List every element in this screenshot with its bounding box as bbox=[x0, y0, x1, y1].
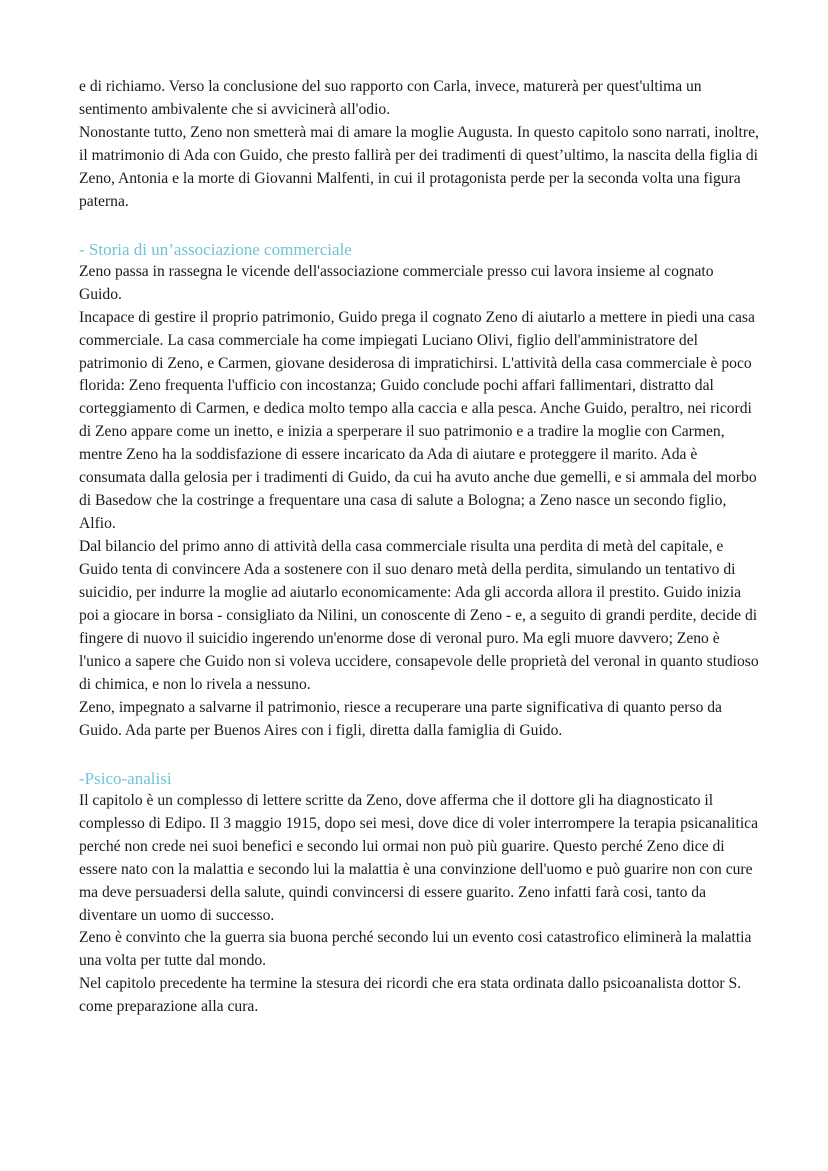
paragraph: Zeno è convinto che la guerra sia buona perché secondo lui un evento cosi catastrofico eliminerà la malattia una volta per tutte dal mondo. bbox=[79, 929, 752, 970]
document-page bbox=[79, 76, 759, 1019]
paragraph: Incapace di gestire il proprio patrimonio, Guido prega il cognato Zeno di aiutarlo a mettere in piedi una casa commerciale. La casa commerciale ha come impiegati Luciano Olivi, figlio dell'amministratore del patrimonio di Zeno, e Carmen, giovane desiderosa di impratichirsi. L'attività della casa commerciale è poco florida: Zeno frequenta l'ufficio con incostanza; Guido conclude pochi affari fallimentari, distratto dal corteggiamento di Carmen, e dedica molto tempo alla caccia e alla pesca. Anche Guido, peraltro, nei ricordi di Zeno appare come un inetto, e inizia a sperperare il suo patrimonio e a tradire la moglie con Carmen, mentre Zeno ha la soddisfazione di essere incaricato da Ada di aiutare e proteggere il marito. Ada è consumata dalla gelosia per i tradimenti di Guido, da cui ha avuto anche due gemelli, e si ammala del morbo di Basedow che la costringe a frequentare una casa di salute a Bologna; a Zeno nasce un secondo figlio, Alfio. bbox=[79, 308, 757, 533]
paragraph: Il capitolo è un complesso di lettere scritte da Zeno, dove afferma che il dottore gli ha diagnosticato il complesso di Edipo. Il 3 maggio 1915, dopo sei mesi, dove dice di voler interrompere la terapia psicanalitica perché non crede nei suoi benefici e secondo lui ormai non può più guarire. Questo perché Zeno dice di essere nato con la malattia e secondo lui la malattia è una convinzione dell'uomo e può guarire non con cure ma deve persuadersi della salute, quindi convincersi di essere guarito. Zeno infatti farà cosi, tanto da diventare un uomo di successo. bbox=[79, 791, 759, 924]
section-heading-storia: - Storia di un’associazione commerciale bbox=[79, 239, 352, 259]
paragraph: Zeno, impegnato a salvarne il patrimonio, riesce a recuperare una parte significativa di quanto perso da Guido. Ada parte per Buenos Aires con i figli, diretta dalla famiglia di Guido. bbox=[79, 698, 722, 739]
paragraph: Nonostante tutto, Zeno non smetterà mai di amare la moglie Augusta. In questo capitolo sono narrati, inoltre, il matrimonio di Ada con Guido, che presto fallirà per dei tradimenti di quest’ultimo, la nascita della figlia di Zeno, Antonia e la morte di Giovanni Malfenti, in cui il protagonista perde per la seconda volta una figura paterna. bbox=[79, 123, 759, 210]
paragraph: Nel capitolo precedente ha termine la stesura dei ricordi che era stata ordinata dallo psicoanalista dottor S. come preparazione alla cura. bbox=[79, 975, 742, 1016]
paragraph: Zeno passa in rassegna le vicende dell'associazione commerciale presso cui lavora insieme al cognato Guido. bbox=[79, 262, 714, 303]
paragraph: e di richiamo. Verso la conclusione del suo rapporto con Carla, invece, maturerà per quest'ultima un sentimento ambivalente che si avvicinerà all'odio. bbox=[79, 78, 702, 118]
section-heading-psicoanalisi: -Psico-analisi bbox=[79, 768, 172, 788]
paragraph: Dal bilancio del primo anno di attività della casa commerciale risulta una perdita di metà del capitale, e Guido tenta di convincere Ada a sostenere con il suo denaro metà della perdita, simulando un tentativo di suicidio, per indurre la moglie ad aiutarlo economicamente: Ada gli accorda allora il prestito. Guido inizia poi a giocare in borsa - consigliato da Nilini, un conoscente di Zeno - e, a seguito di grandi perdite, decide di fingere di nuovo il suicidio ingerendo un'enorme dose di veronal puro. Ma egli muore davvero; Zeno è l'unico a sapere che Guido non si voleva uccidere, consapevole delle proprietà del veronal in quanto studioso di chimica, e non lo rivela a nessuno. bbox=[79, 538, 759, 693]
